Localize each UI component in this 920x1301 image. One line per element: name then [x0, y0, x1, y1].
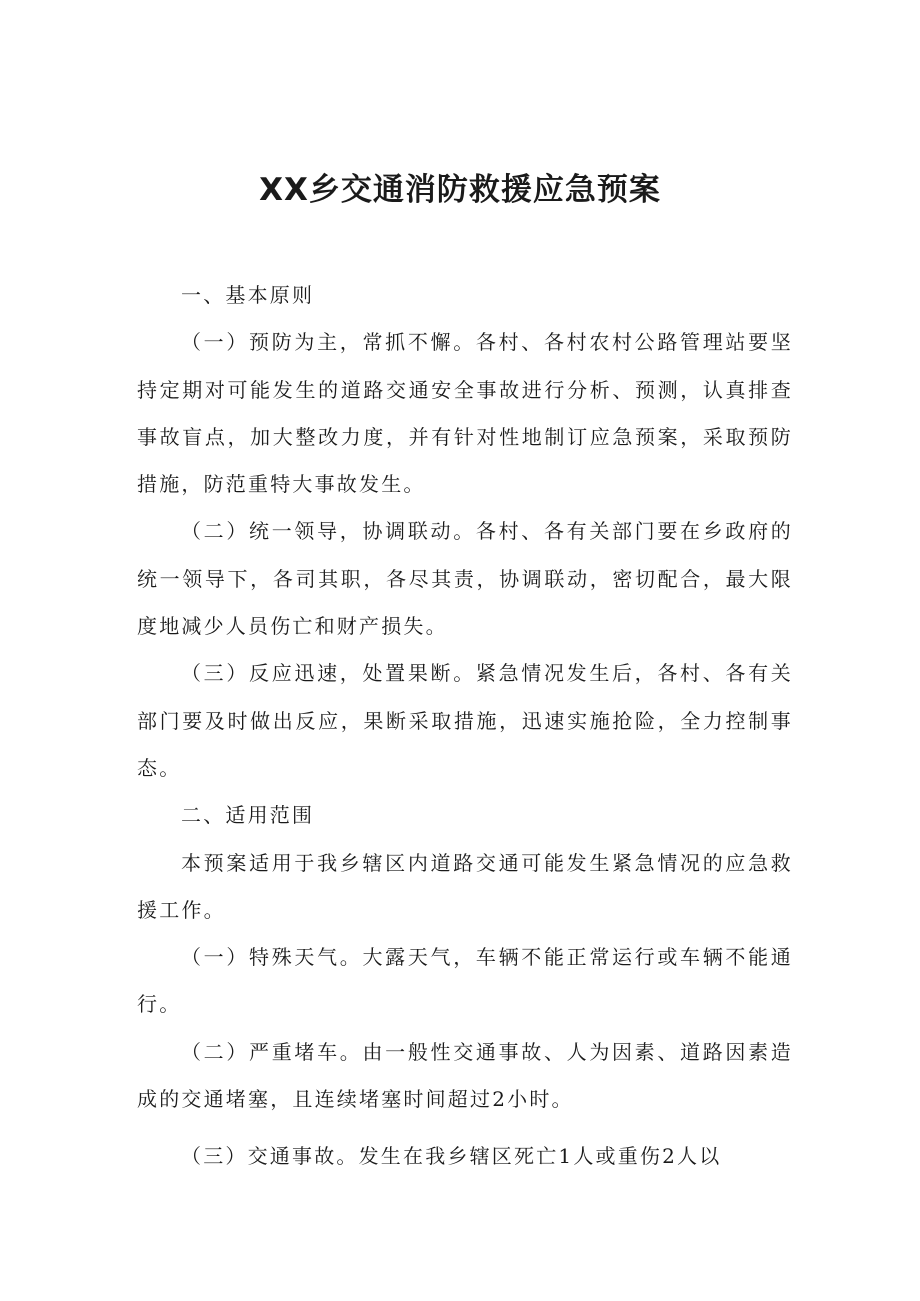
paragraph-scope: 本预案适用于我乡辖区内道路交通可能发生紧急情况的应急救援工作。 [137, 850, 793, 922]
paragraph-special-weather: （一）特殊天气。大露天气，车辆不能正常运行或车辆不能通行。 [137, 945, 793, 1017]
paragraph-traffic-accident: （三）交通事故。发生在我乡辖区死亡1人或重伤2人以 [181, 1144, 722, 1169]
paragraph-traffic-jam: （二）严重堵车。由一般性交通事故、人为因素、道路因素造成的交通堵塞，且连续堵塞时间超过2小时。 [137, 1039, 793, 1112]
paragraph-unified-leadership: （二）统一领导，协调联动。各村、各有关部门要在乡政府的统一领导下，各司其职，各尽其责，协调联动，密切配合，最大限度地减少人员伤亡和财产损失。 [137, 519, 793, 639]
paragraph-prevention: （一）预防为主，常抓不懈。各村、各村农村公路管理站要坚持定期对可能发生的道路交通安全事故进行分析、预测，认真排查事故盲点，加大整改力度，并有针对性地制订应急预案，采取预防措施，防范重特大事故发生。 [137, 330, 793, 497]
document-body [137, 272, 793, 1181]
paragraph-rapid-response: （三）反应迅速，处置果断。紧急情况发生后，各村、各有关部门要及时做出反应，果断采取措施，迅速实施抢险，全力控制事态。 [137, 661, 793, 780]
document-title: XX乡交通消防救援应急预案 [259, 172, 661, 208]
section-heading-basic-principles: 一、基本原则 [181, 283, 315, 307]
section-heading-scope: 二、适用范围 [181, 803, 315, 828]
